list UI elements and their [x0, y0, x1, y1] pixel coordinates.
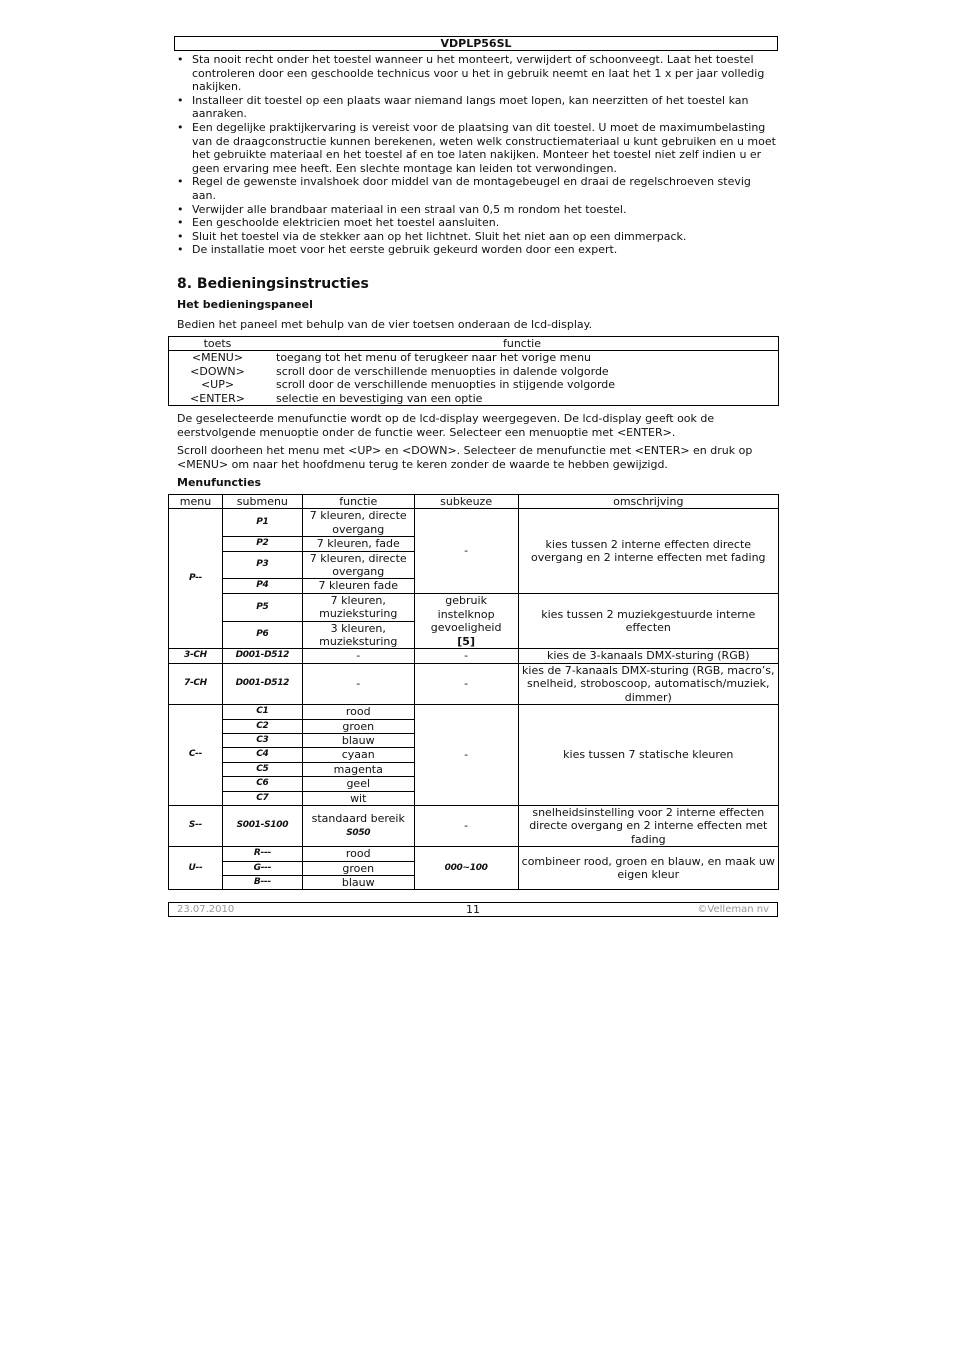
footer-date: 23.07.2010: [177, 904, 235, 915]
table-header-row: [169, 495, 779, 509]
bullet-item: • Regel de gewenste invalshoek door middel van de montagebeugel en draai de regelschroeven stevig aan.: [174, 175, 778, 202]
key-cell: <UP>: [200, 378, 235, 392]
function-cell: scroll door de verschillende menuopties in stijgende volgorde: [276, 378, 616, 392]
function-cell: -: [302, 663, 414, 704]
header-model: VDPLP56SL: [174, 36, 778, 51]
col-header-function: functie: [302, 495, 414, 509]
sensitivity-value: [5]: [457, 634, 475, 648]
panel-para-1: De geselecteerde menufunctie wordt op de lcd-display weergegeven. De lcd-display geeft ook de eerstvolgende menuoptie onder de functie weer. Selecteer een menuoptie met <ENTER>.: [177, 412, 715, 439]
menu-cell: U--: [169, 847, 223, 890]
submenu-cell: P1: [222, 509, 302, 537]
menu-heading: Menufuncties: [177, 476, 262, 489]
panel-para-2: Scroll doorheen het menu met <UP> en <DOWN>. Selecteer de menufunctie met <ENTER> en druk op <MENU> om naar het hoofdmenu terug te keren zonder de waarde te hebben gewijzigd.: [177, 444, 753, 471]
section-title: 8. Bedieningsinstructies: [177, 276, 369, 292]
function-cell: 7 kleuren fade: [302, 579, 414, 593]
function-cell: cyaan: [302, 748, 414, 762]
description-cell: kies de 3-kanaals DMX-sturing (RGB): [518, 649, 778, 663]
function-cell: magenta: [302, 762, 414, 776]
function-cell: 3 kleuren, muzieksturing: [302, 621, 414, 649]
submenu-cell: D001-D512: [222, 649, 302, 663]
table-row: [169, 663, 779, 704]
table-row: [169, 351, 779, 365]
key-cell: <DOWN>: [190, 364, 245, 378]
submenu-cell: P2: [222, 537, 302, 551]
function-cell: blauw: [302, 733, 414, 747]
function-cell: rood: [302, 847, 414, 861]
function-cell: toegang tot het menu of terugkeer naar het vorige menu: [276, 351, 592, 364]
page-footer: [168, 902, 778, 917]
submenu-cell: B---: [222, 875, 302, 889]
bullet-item: • De installatie moet voor het eerste gebruik gekeurd worden door een expert.: [174, 243, 778, 257]
function-cell: groen: [302, 861, 414, 875]
subchoice-cell: -: [414, 649, 518, 663]
key-cell: <ENTER>: [190, 391, 245, 405]
footer-page-number: 11: [466, 903, 480, 916]
submenu-cell: P6: [222, 621, 302, 649]
menu-cell: C--: [169, 705, 223, 806]
table-header-row: [169, 337, 779, 351]
description-cell: kies tussen 7 statische kleuren: [518, 705, 778, 806]
col-header-description: omschrijving: [518, 495, 778, 509]
table-row: [169, 705, 779, 719]
function-cell: 7 kleuren, directe overgang: [302, 551, 414, 579]
submenu-cell: C2: [222, 719, 302, 733]
table-row: [169, 365, 779, 379]
col-header-key: toets: [169, 337, 267, 351]
function-cell: blauw: [302, 875, 414, 889]
panel-intro: Bedien het paneel met behulp van de vier toetsen onderaan de lcd-display.: [177, 318, 593, 331]
table-row: [169, 649, 779, 663]
submenu-cell: C6: [222, 777, 302, 791]
table-row: [169, 378, 779, 392]
key-cell: <MENU>: [191, 351, 244, 364]
submenu-cell: C3: [222, 733, 302, 747]
col-header-function: functie: [266, 337, 779, 351]
submenu-cell: P4: [222, 579, 302, 593]
function-cell: 7 kleuren, directe overgang: [302, 509, 414, 537]
function-cell: -: [302, 649, 414, 663]
function-cell: rood: [302, 705, 414, 719]
table-row: [169, 593, 779, 621]
subchoice-text: gebruik instelknop gevoeligheid: [430, 594, 502, 635]
menu-cell: P--: [169, 509, 223, 649]
bullet-item: • Installeer dit toestel op een plaats waar niemand langs moet lopen, kan neerzitten of het toestel kan aanraken.: [174, 94, 778, 121]
function-text: standaard bereik: [311, 811, 405, 825]
subchoice-cell: -: [414, 705, 518, 806]
submenu-cell: G---: [222, 861, 302, 875]
keys-table: [168, 336, 779, 406]
function-cell: groen: [302, 719, 414, 733]
description-cell: kies de 7-kanaals DMX-sturing (RGB, macro’s, snelheid, stroboscoop, automatisch/muziek, dimmer): [518, 663, 778, 704]
subchoice-cell: 000~100: [414, 847, 518, 890]
bullet-item: • Een geschoolde elektricien moet het toestel aansluiten.: [174, 216, 778, 230]
safety-bullet-list: [174, 53, 778, 257]
menu-cell: 7-CH: [169, 663, 223, 704]
subchoice-cell: -: [414, 663, 518, 704]
function-cell: selectie en bevestiging van een optie: [276, 391, 483, 405]
submenu-cell: C7: [222, 791, 302, 805]
submenu-cell: C5: [222, 762, 302, 776]
submenu-cell: P3: [222, 551, 302, 579]
footer-copyright: ©Velleman nv: [697, 904, 769, 915]
default-value: S050: [346, 828, 371, 839]
panel-heading: Het bedieningspaneel: [177, 298, 313, 311]
col-header-submenu: submenu: [222, 495, 302, 509]
bullet-item: • Sta nooit recht onder het toestel wanneer u het monteert, verwijdert of schoonveegt. Laat het toestel controleren door een geschoolde technicus voor u het in gebruik neemt en laat het 1 x per jaar volledig nakijken.: [174, 53, 778, 94]
bullet-item: • Verwijder alle brandbaar materiaal in een straal van 0,5 m rondom het toestel.: [174, 203, 778, 217]
menu-cell: 3-CH: [169, 649, 223, 663]
col-header-menu: menu: [169, 495, 223, 509]
subchoice-cell: [414, 593, 518, 649]
function-cell: wit: [302, 791, 414, 805]
bullet-item: • Sluit het toestel via de stekker aan op het lichtnet. Sluit het niet aan op een dimmerpack.: [174, 230, 778, 244]
description-cell: combineer rood, groen en blauw, en maak uw eigen kleur: [518, 847, 778, 890]
description-cell: kies tussen 2 muziekgestuurde interne effecten: [518, 593, 778, 649]
subchoice-cell: -: [414, 805, 518, 846]
function-cell: geel: [302, 777, 414, 791]
menu-cell: S--: [169, 805, 223, 846]
bullet-item: • Een degelijke praktijkervaring is vereist voor de plaatsing van dit toestel. U moet de maximumbelasting van de draagconstructie kunnen berekenen, weten welk constructiemateriaal u kunt gebruiken en u moet het gebruikte materiaal en het toestel af en toe laten nakijken. Monteer het toestel niet zelf indien u er geen ervaring mee heeft. Een slechte montage kan leiden tot verwondingen.: [174, 121, 778, 175]
submenu-cell: S001-S100: [222, 805, 302, 846]
table-row: [169, 509, 779, 537]
function-cell: scroll door de verschillende menuopties in dalende volgorde: [276, 364, 609, 378]
description-cell: snelheidsinstelling voor 2 interne effecten directe overgang en 2 interne effecten met fading: [518, 805, 778, 846]
function-cell: [302, 805, 414, 846]
submenu-cell: P5: [222, 593, 302, 621]
function-cell: 7 kleuren, muzieksturing: [302, 593, 414, 621]
submenu-cell: D001-D512: [222, 663, 302, 704]
description-cell: kies tussen 2 interne effecten directe overgang en 2 interne effecten met fading: [518, 509, 778, 593]
menu-table: [168, 494, 779, 890]
table-row: [169, 847, 779, 861]
col-header-subchoice: subkeuze: [414, 495, 518, 509]
function-cell: 7 kleuren, fade: [302, 537, 414, 551]
table-row: [169, 805, 779, 846]
submenu-cell: C1: [222, 705, 302, 719]
subchoice-cell: -: [414, 509, 518, 593]
submenu-cell: R---: [222, 847, 302, 861]
submenu-cell: C4: [222, 748, 302, 762]
table-row: [169, 392, 779, 406]
